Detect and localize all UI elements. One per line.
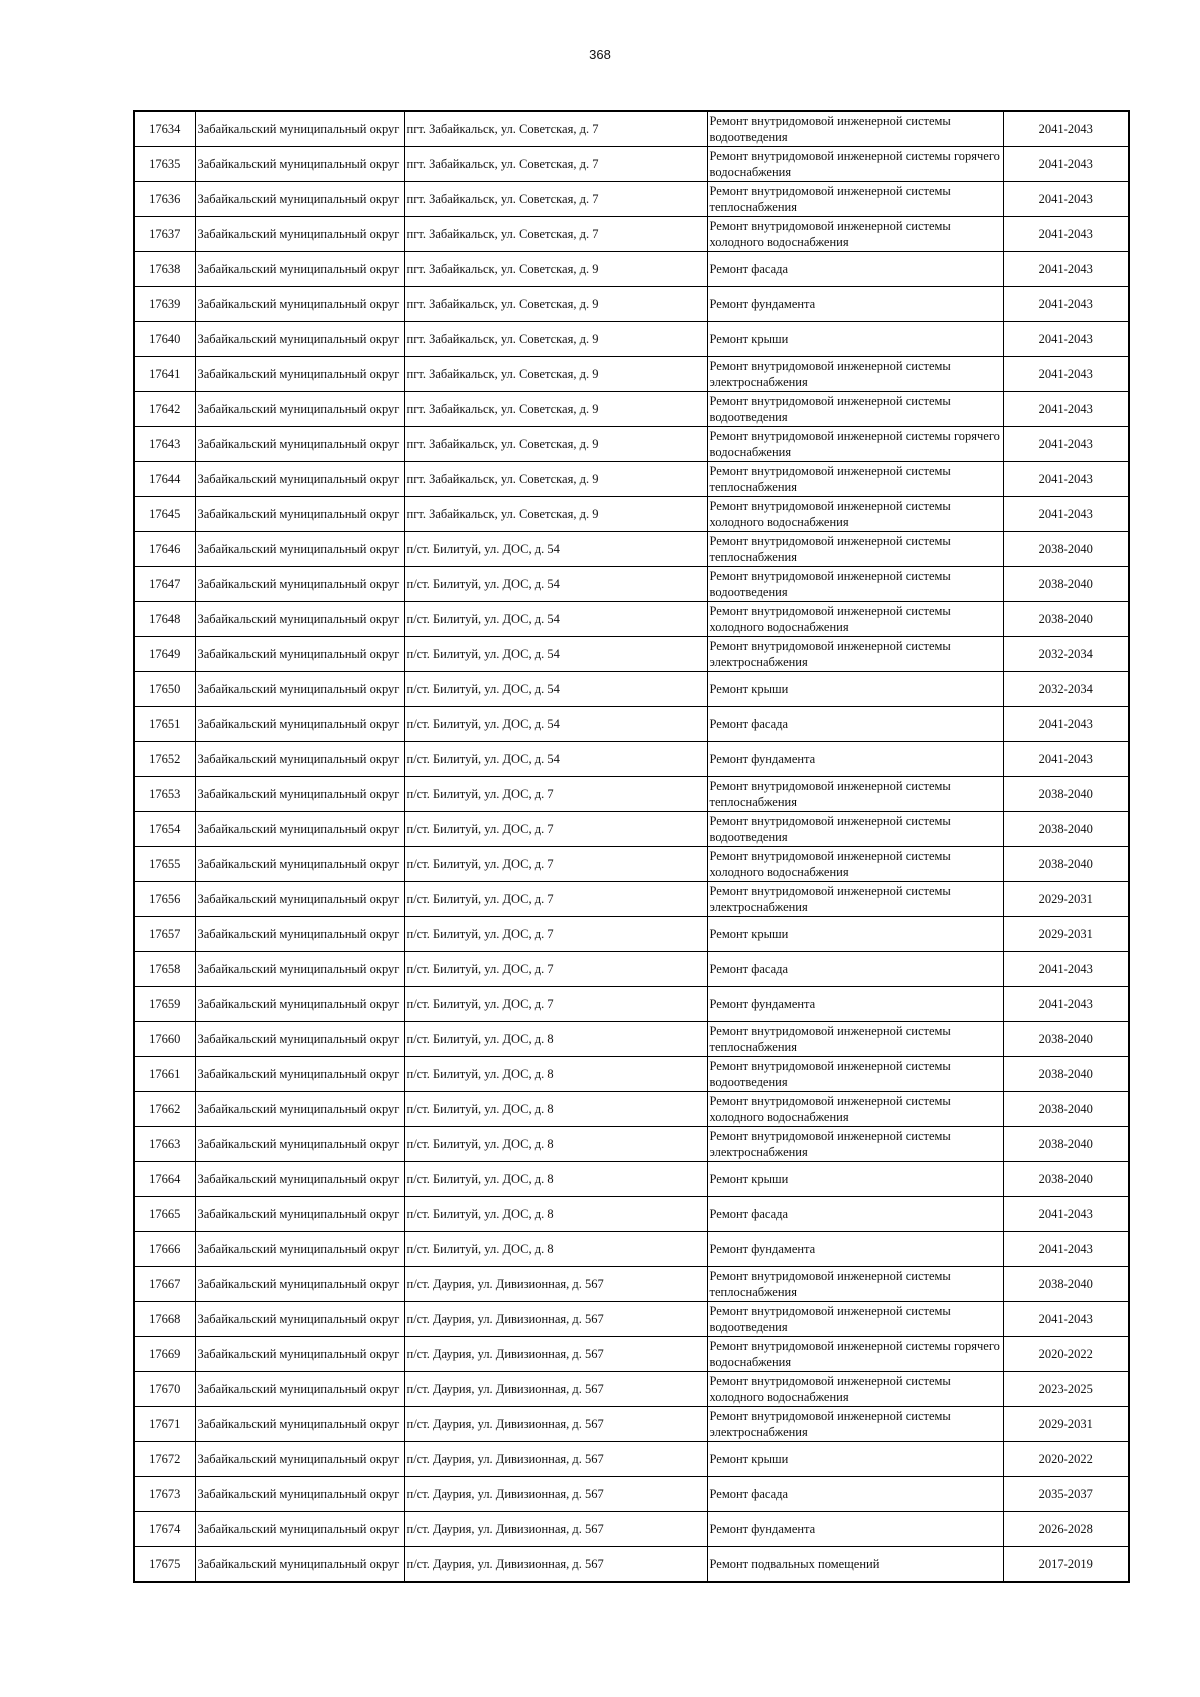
period-cell: 2026-2028 [1003, 1512, 1129, 1547]
address-cell: п/ст. Билитуй, ул. ДОС, д. 54 [404, 672, 707, 707]
period-cell: 2032-2034 [1003, 637, 1129, 672]
row-number-cell: 17669 [134, 1337, 195, 1372]
work-type-cell: Ремонт внутридомовой инженерной системы холодного водоснабжения [707, 217, 1003, 252]
row-number-cell: 17645 [134, 497, 195, 532]
municipality-cell: Забайкальский муниципальный округ [195, 182, 404, 217]
table-row [134, 1127, 1129, 1162]
period-cell: 2023-2025 [1003, 1372, 1129, 1407]
work-type-cell: Ремонт внутридомовой инженерной системы водоотведения [707, 111, 1003, 147]
row-number-cell: 17670 [134, 1372, 195, 1407]
table-row [134, 1547, 1129, 1583]
row-number-cell: 17664 [134, 1162, 195, 1197]
address-cell: п/ст. Билитуй, ул. ДОС, д. 54 [404, 532, 707, 567]
period-cell: 2029-2031 [1003, 882, 1129, 917]
work-type-cell: Ремонт фундамента [707, 742, 1003, 777]
work-type-cell: Ремонт внутридомовой инженерной системы электроснабжения [707, 882, 1003, 917]
row-number-cell: 17660 [134, 1022, 195, 1057]
address-cell: пгт. Забайкальск, ул. Советская, д. 7 [404, 111, 707, 147]
work-type-cell: Ремонт внутридомовой инженерной системы горячего водоснабжения [707, 147, 1003, 182]
table-row [134, 287, 1129, 322]
table-row [134, 707, 1129, 742]
municipality-cell: Забайкальский муниципальный округ [195, 392, 404, 427]
work-type-cell: Ремонт внутридомовой инженерной системы электроснабжения [707, 1407, 1003, 1442]
table-row [134, 567, 1129, 602]
table-row [134, 182, 1129, 217]
row-number-cell: 17638 [134, 252, 195, 287]
period-cell: 2041-2043 [1003, 287, 1129, 322]
address-cell: п/ст. Билитуй, ул. ДОС, д. 7 [404, 812, 707, 847]
row-number-cell: 17675 [134, 1547, 195, 1583]
table-row [134, 987, 1129, 1022]
municipality-cell: Забайкальский муниципальный округ [195, 427, 404, 462]
row-number-cell: 17655 [134, 847, 195, 882]
work-type-cell: Ремонт фасада [707, 952, 1003, 987]
municipality-cell: Забайкальский муниципальный округ [195, 532, 404, 567]
work-type-cell: Ремонт крыши [707, 917, 1003, 952]
row-number-cell: 17659 [134, 987, 195, 1022]
row-number-cell: 17656 [134, 882, 195, 917]
table-row [134, 357, 1129, 392]
municipality-cell: Забайкальский муниципальный округ [195, 1057, 404, 1092]
municipality-cell: Забайкальский муниципальный округ [195, 497, 404, 532]
work-type-cell: Ремонт фундамента [707, 287, 1003, 322]
period-cell: 2041-2043 [1003, 322, 1129, 357]
work-type-cell: Ремонт крыши [707, 1442, 1003, 1477]
table-row [134, 1512, 1129, 1547]
period-cell: 2038-2040 [1003, 812, 1129, 847]
address-cell: п/ст. Билитуй, ул. ДОС, д. 7 [404, 847, 707, 882]
municipality-cell: Забайкальский муниципальный округ [195, 602, 404, 637]
row-number-cell: 17636 [134, 182, 195, 217]
work-type-cell: Ремонт фундамента [707, 1232, 1003, 1267]
row-number-cell: 17650 [134, 672, 195, 707]
address-cell: п/ст. Билитуй, ул. ДОС, д. 8 [404, 1162, 707, 1197]
municipality-cell: Забайкальский муниципальный округ [195, 1512, 404, 1547]
period-cell: 2038-2040 [1003, 1127, 1129, 1162]
table-row [134, 532, 1129, 567]
table-row [134, 1232, 1129, 1267]
table-row [134, 602, 1129, 637]
row-number-cell: 17671 [134, 1407, 195, 1442]
work-type-cell: Ремонт внутридомовой инженерной системы холодного водоснабжения [707, 1092, 1003, 1127]
period-cell: 2041-2043 [1003, 742, 1129, 777]
address-cell: пгт. Забайкальск, ул. Советская, д. 9 [404, 252, 707, 287]
address-cell: пгт. Забайкальск, ул. Советская, д. 9 [404, 287, 707, 322]
period-cell: 2038-2040 [1003, 567, 1129, 602]
work-type-cell: Ремонт внутридомовой инженерной системы теплоснабжения [707, 777, 1003, 812]
address-cell: п/ст. Билитуй, ул. ДОС, д. 8 [404, 1127, 707, 1162]
row-number-cell: 17644 [134, 462, 195, 497]
row-number-cell: 17647 [134, 567, 195, 602]
work-type-cell: Ремонт внутридомовой инженерной системы теплоснабжения [707, 532, 1003, 567]
period-cell: 2038-2040 [1003, 1092, 1129, 1127]
row-number-cell: 17639 [134, 287, 195, 322]
work-type-cell: Ремонт внутридомовой инженерной системы холодного водоснабжения [707, 1372, 1003, 1407]
municipality-cell: Забайкальский муниципальный округ [195, 812, 404, 847]
table-row [134, 1022, 1129, 1057]
table-row [134, 111, 1129, 147]
address-cell: п/ст. Билитуй, ул. ДОС, д. 8 [404, 1057, 707, 1092]
municipality-cell: Забайкальский муниципальный округ [195, 1337, 404, 1372]
address-cell: п/ст. Даурия, ул. Дивизионная, д. 567 [404, 1547, 707, 1583]
address-cell: п/ст. Билитуй, ул. ДОС, д. 7 [404, 882, 707, 917]
work-type-cell: Ремонт фасада [707, 252, 1003, 287]
row-number-cell: 17673 [134, 1477, 195, 1512]
row-number-cell: 17648 [134, 602, 195, 637]
table-row [134, 1337, 1129, 1372]
row-number-cell: 17635 [134, 147, 195, 182]
address-cell: пгт. Забайкальск, ул. Советская, д. 7 [404, 217, 707, 252]
address-cell: п/ст. Билитуй, ул. ДОС, д. 8 [404, 1232, 707, 1267]
address-cell: п/ст. Даурия, ул. Дивизионная, д. 567 [404, 1477, 707, 1512]
table-row [134, 392, 1129, 427]
table-row [134, 1057, 1129, 1092]
row-number-cell: 17640 [134, 322, 195, 357]
table-row [134, 952, 1129, 987]
municipality-cell: Забайкальский муниципальный округ [195, 1232, 404, 1267]
municipality-cell: Забайкальский муниципальный округ [195, 1302, 404, 1337]
address-cell: п/ст. Даурия, ул. Дивизионная, д. 567 [404, 1407, 707, 1442]
row-number-cell: 17661 [134, 1057, 195, 1092]
period-cell: 2041-2043 [1003, 392, 1129, 427]
work-type-cell: Ремонт фасада [707, 1197, 1003, 1232]
municipality-cell: Забайкальский муниципальный округ [195, 252, 404, 287]
municipality-cell: Забайкальский муниципальный округ [195, 742, 404, 777]
address-cell: п/ст. Даурия, ул. Дивизионная, д. 567 [404, 1337, 707, 1372]
municipality-cell: Забайкальский муниципальный округ [195, 1127, 404, 1162]
municipality-cell: Забайкальский муниципальный округ [195, 882, 404, 917]
table-row [134, 1092, 1129, 1127]
address-cell: п/ст. Билитуй, ул. ДОС, д. 8 [404, 1022, 707, 1057]
table-row [134, 917, 1129, 952]
address-cell: п/ст. Билитуй, ул. ДОС, д. 54 [404, 742, 707, 777]
table-row [134, 1267, 1129, 1302]
period-cell: 2038-2040 [1003, 1162, 1129, 1197]
municipality-cell: Забайкальский муниципальный округ [195, 1477, 404, 1512]
address-cell: п/ст. Билитуй, ул. ДОС, д. 7 [404, 917, 707, 952]
period-cell: 2038-2040 [1003, 1267, 1129, 1302]
period-cell: 2041-2043 [1003, 1232, 1129, 1267]
work-type-cell: Ремонт внутридомовой инженерной системы водоотведения [707, 392, 1003, 427]
table-row [134, 1442, 1129, 1477]
municipality-cell: Забайкальский муниципальный округ [195, 917, 404, 952]
municipality-cell: Забайкальский муниципальный округ [195, 987, 404, 1022]
row-number-cell: 17662 [134, 1092, 195, 1127]
row-number-cell: 17668 [134, 1302, 195, 1337]
address-cell: пгт. Забайкальск, ул. Советская, д. 9 [404, 322, 707, 357]
period-cell: 2020-2022 [1003, 1337, 1129, 1372]
address-cell: п/ст. Даурия, ул. Дивизионная, д. 567 [404, 1302, 707, 1337]
address-cell: п/ст. Билитуй, ул. ДОС, д. 54 [404, 707, 707, 742]
address-cell: п/ст. Билитуй, ул. ДОС, д. 7 [404, 952, 707, 987]
table-row [134, 1372, 1129, 1407]
table-row [134, 777, 1129, 812]
page-number: 368 [589, 47, 611, 62]
row-number-cell: 17641 [134, 357, 195, 392]
table-row [134, 672, 1129, 707]
table-row [134, 252, 1129, 287]
row-number-cell: 17674 [134, 1512, 195, 1547]
municipality-cell: Забайкальский муниципальный округ [195, 322, 404, 357]
period-cell: 2041-2043 [1003, 1302, 1129, 1337]
work-type-cell: Ремонт внутридомовой инженерной системы теплоснабжения [707, 1267, 1003, 1302]
work-type-cell: Ремонт фундамента [707, 987, 1003, 1022]
period-cell: 2041-2043 [1003, 462, 1129, 497]
period-cell: 2017-2019 [1003, 1547, 1129, 1583]
table-row [134, 322, 1129, 357]
address-cell: п/ст. Даурия, ул. Дивизионная, д. 567 [404, 1267, 707, 1302]
row-number-cell: 17646 [134, 532, 195, 567]
work-type-cell: Ремонт внутридомовой инженерной системы водоотведения [707, 567, 1003, 602]
municipality-cell: Забайкальский муниципальный округ [195, 672, 404, 707]
period-cell: 2038-2040 [1003, 1022, 1129, 1057]
work-type-cell: Ремонт внутридомовой инженерной системы горячего водоснабжения [707, 1337, 1003, 1372]
period-cell: 2041-2043 [1003, 147, 1129, 182]
municipality-cell: Забайкальский муниципальный округ [195, 1267, 404, 1302]
address-cell: п/ст. Билитуй, ул. ДОС, д. 7 [404, 987, 707, 1022]
period-cell: 2041-2043 [1003, 111, 1129, 147]
table-row [134, 847, 1129, 882]
table-body [134, 111, 1129, 1582]
period-cell: 2041-2043 [1003, 252, 1129, 287]
work-type-cell: Ремонт внутридомовой инженерной системы теплоснабжения [707, 462, 1003, 497]
period-cell: 2032-2034 [1003, 672, 1129, 707]
address-cell: пгт. Забайкальск, ул. Советская, д. 9 [404, 427, 707, 462]
table-row [134, 1477, 1129, 1512]
table-row [134, 1407, 1129, 1442]
row-number-cell: 17657 [134, 917, 195, 952]
municipality-cell: Забайкальский муниципальный округ [195, 1442, 404, 1477]
work-type-cell: Ремонт внутридомовой инженерной системы водоотведения [707, 812, 1003, 847]
period-cell: 2038-2040 [1003, 532, 1129, 567]
work-type-cell: Ремонт внутридомовой инженерной системы водоотведения [707, 1057, 1003, 1092]
row-number-cell: 17672 [134, 1442, 195, 1477]
period-cell: 2038-2040 [1003, 602, 1129, 637]
address-cell: п/ст. Билитуй, ул. ДОС, д. 54 [404, 602, 707, 637]
address-cell: п/ст. Билитуй, ул. ДОС, д. 54 [404, 637, 707, 672]
municipality-cell: Забайкальский муниципальный округ [195, 1092, 404, 1127]
municipality-cell: Забайкальский муниципальный округ [195, 287, 404, 322]
row-number-cell: 17667 [134, 1267, 195, 1302]
work-type-cell: Ремонт внутридомовой инженерной системы холодного водоснабжения [707, 602, 1003, 637]
municipality-cell: Забайкальский муниципальный округ [195, 1407, 404, 1442]
period-cell: 2041-2043 [1003, 1197, 1129, 1232]
table-row [134, 1197, 1129, 1232]
row-number-cell: 17649 [134, 637, 195, 672]
table-row [134, 812, 1129, 847]
municipality-cell: Забайкальский муниципальный округ [195, 1547, 404, 1583]
work-type-cell: Ремонт крыши [707, 672, 1003, 707]
address-cell: п/ст. Билитуй, ул. ДОС, д. 8 [404, 1197, 707, 1232]
work-type-cell: Ремонт внутридомовой инженерной системы водоотведения [707, 1302, 1003, 1337]
period-cell: 2029-2031 [1003, 1407, 1129, 1442]
row-number-cell: 17653 [134, 777, 195, 812]
table-row [134, 217, 1129, 252]
address-cell: пгт. Забайкальск, ул. Советская, д. 9 [404, 497, 707, 532]
work-type-cell: Ремонт внутридомовой инженерной системы электроснабжения [707, 357, 1003, 392]
municipality-cell: Забайкальский муниципальный округ [195, 1197, 404, 1232]
table-row [134, 637, 1129, 672]
work-type-cell: Ремонт внутридомовой инженерной системы теплоснабжения [707, 1022, 1003, 1057]
municipality-cell: Забайкальский муниципальный округ [195, 707, 404, 742]
row-number-cell: 17663 [134, 1127, 195, 1162]
address-cell: пгт. Забайкальск, ул. Советская, д. 7 [404, 182, 707, 217]
table-row [134, 742, 1129, 777]
table-row [134, 427, 1129, 462]
row-number-cell: 17665 [134, 1197, 195, 1232]
work-type-cell: Ремонт фасада [707, 707, 1003, 742]
work-type-cell: Ремонт внутридомовой инженерной системы теплоснабжения [707, 182, 1003, 217]
period-cell: 2029-2031 [1003, 917, 1129, 952]
municipality-cell: Забайкальский муниципальный округ [195, 217, 404, 252]
row-number-cell: 17651 [134, 707, 195, 742]
municipality-cell: Забайкальский муниципальный округ [195, 462, 404, 497]
work-type-cell: Ремонт подвальных помещений [707, 1547, 1003, 1583]
table-row [134, 462, 1129, 497]
work-type-cell: Ремонт фасада [707, 1477, 1003, 1512]
table-row [134, 497, 1129, 532]
table-row [134, 882, 1129, 917]
row-number-cell: 17652 [134, 742, 195, 777]
period-cell: 2041-2043 [1003, 952, 1129, 987]
municipality-cell: Забайкальский муниципальный округ [195, 1372, 404, 1407]
work-type-cell: Ремонт внутридомовой инженерной системы холодного водоснабжения [707, 497, 1003, 532]
municipality-cell: Забайкальский муниципальный округ [195, 1162, 404, 1197]
municipality-cell: Забайкальский муниципальный округ [195, 1022, 404, 1057]
work-type-cell: Ремонт внутридомовой инженерной системы электроснабжения [707, 637, 1003, 672]
address-cell: пгт. Забайкальск, ул. Советская, д. 9 [404, 357, 707, 392]
work-type-cell: Ремонт крыши [707, 1162, 1003, 1197]
row-number-cell: 17634 [134, 111, 195, 147]
municipality-cell: Забайкальский муниципальный округ [195, 357, 404, 392]
address-cell: пгт. Забайкальск, ул. Советская, д. 9 [404, 462, 707, 497]
municipality-cell: Забайкальский муниципальный округ [195, 111, 404, 147]
address-cell: п/ст. Даурия, ул. Дивизионная, д. 567 [404, 1512, 707, 1547]
period-cell: 2038-2040 [1003, 847, 1129, 882]
row-number-cell: 17666 [134, 1232, 195, 1267]
period-cell: 2038-2040 [1003, 1057, 1129, 1092]
period-cell: 2041-2043 [1003, 427, 1129, 462]
period-cell: 2041-2043 [1003, 217, 1129, 252]
work-type-cell: Ремонт фундамента [707, 1512, 1003, 1547]
municipality-cell: Забайкальский муниципальный округ [195, 567, 404, 602]
period-cell: 2041-2043 [1003, 987, 1129, 1022]
address-cell: пгт. Забайкальск, ул. Советская, д. 7 [404, 147, 707, 182]
table-row [134, 1302, 1129, 1337]
municipality-cell: Забайкальский муниципальный округ [195, 637, 404, 672]
period-cell: 2041-2043 [1003, 182, 1129, 217]
work-type-cell: Ремонт внутридомовой инженерной системы горячего водоснабжения [707, 427, 1003, 462]
address-cell: пгт. Забайкальск, ул. Советская, д. 9 [404, 392, 707, 427]
address-cell: п/ст. Билитуй, ул. ДОС, д. 7 [404, 777, 707, 812]
municipality-cell: Забайкальский муниципальный округ [195, 147, 404, 182]
period-cell: 2041-2043 [1003, 357, 1129, 392]
row-number-cell: 17637 [134, 217, 195, 252]
address-cell: п/ст. Билитуй, ул. ДОС, д. 8 [404, 1092, 707, 1127]
row-number-cell: 17642 [134, 392, 195, 427]
row-number-cell: 17643 [134, 427, 195, 462]
municipality-cell: Забайкальский муниципальный округ [195, 952, 404, 987]
address-cell: п/ст. Даурия, ул. Дивизионная, д. 567 [404, 1442, 707, 1477]
work-type-cell: Ремонт внутридомовой инженерной системы электроснабжения [707, 1127, 1003, 1162]
row-number-cell: 17654 [134, 812, 195, 847]
municipality-cell: Забайкальский муниципальный округ [195, 847, 404, 882]
table-row [134, 147, 1129, 182]
repair-schedule-table [133, 110, 1130, 1583]
municipality-cell: Забайкальский муниципальный округ [195, 777, 404, 812]
work-type-cell: Ремонт крыши [707, 322, 1003, 357]
period-cell: 2020-2022 [1003, 1442, 1129, 1477]
row-number-cell: 17658 [134, 952, 195, 987]
period-cell: 2038-2040 [1003, 777, 1129, 812]
period-cell: 2035-2037 [1003, 1477, 1129, 1512]
address-cell: п/ст. Билитуй, ул. ДОС, д. 54 [404, 567, 707, 602]
table-row [134, 1162, 1129, 1197]
period-cell: 2041-2043 [1003, 707, 1129, 742]
address-cell: п/ст. Даурия, ул. Дивизионная, д. 567 [404, 1372, 707, 1407]
work-type-cell: Ремонт внутридомовой инженерной системы холодного водоснабжения [707, 847, 1003, 882]
period-cell: 2041-2043 [1003, 497, 1129, 532]
